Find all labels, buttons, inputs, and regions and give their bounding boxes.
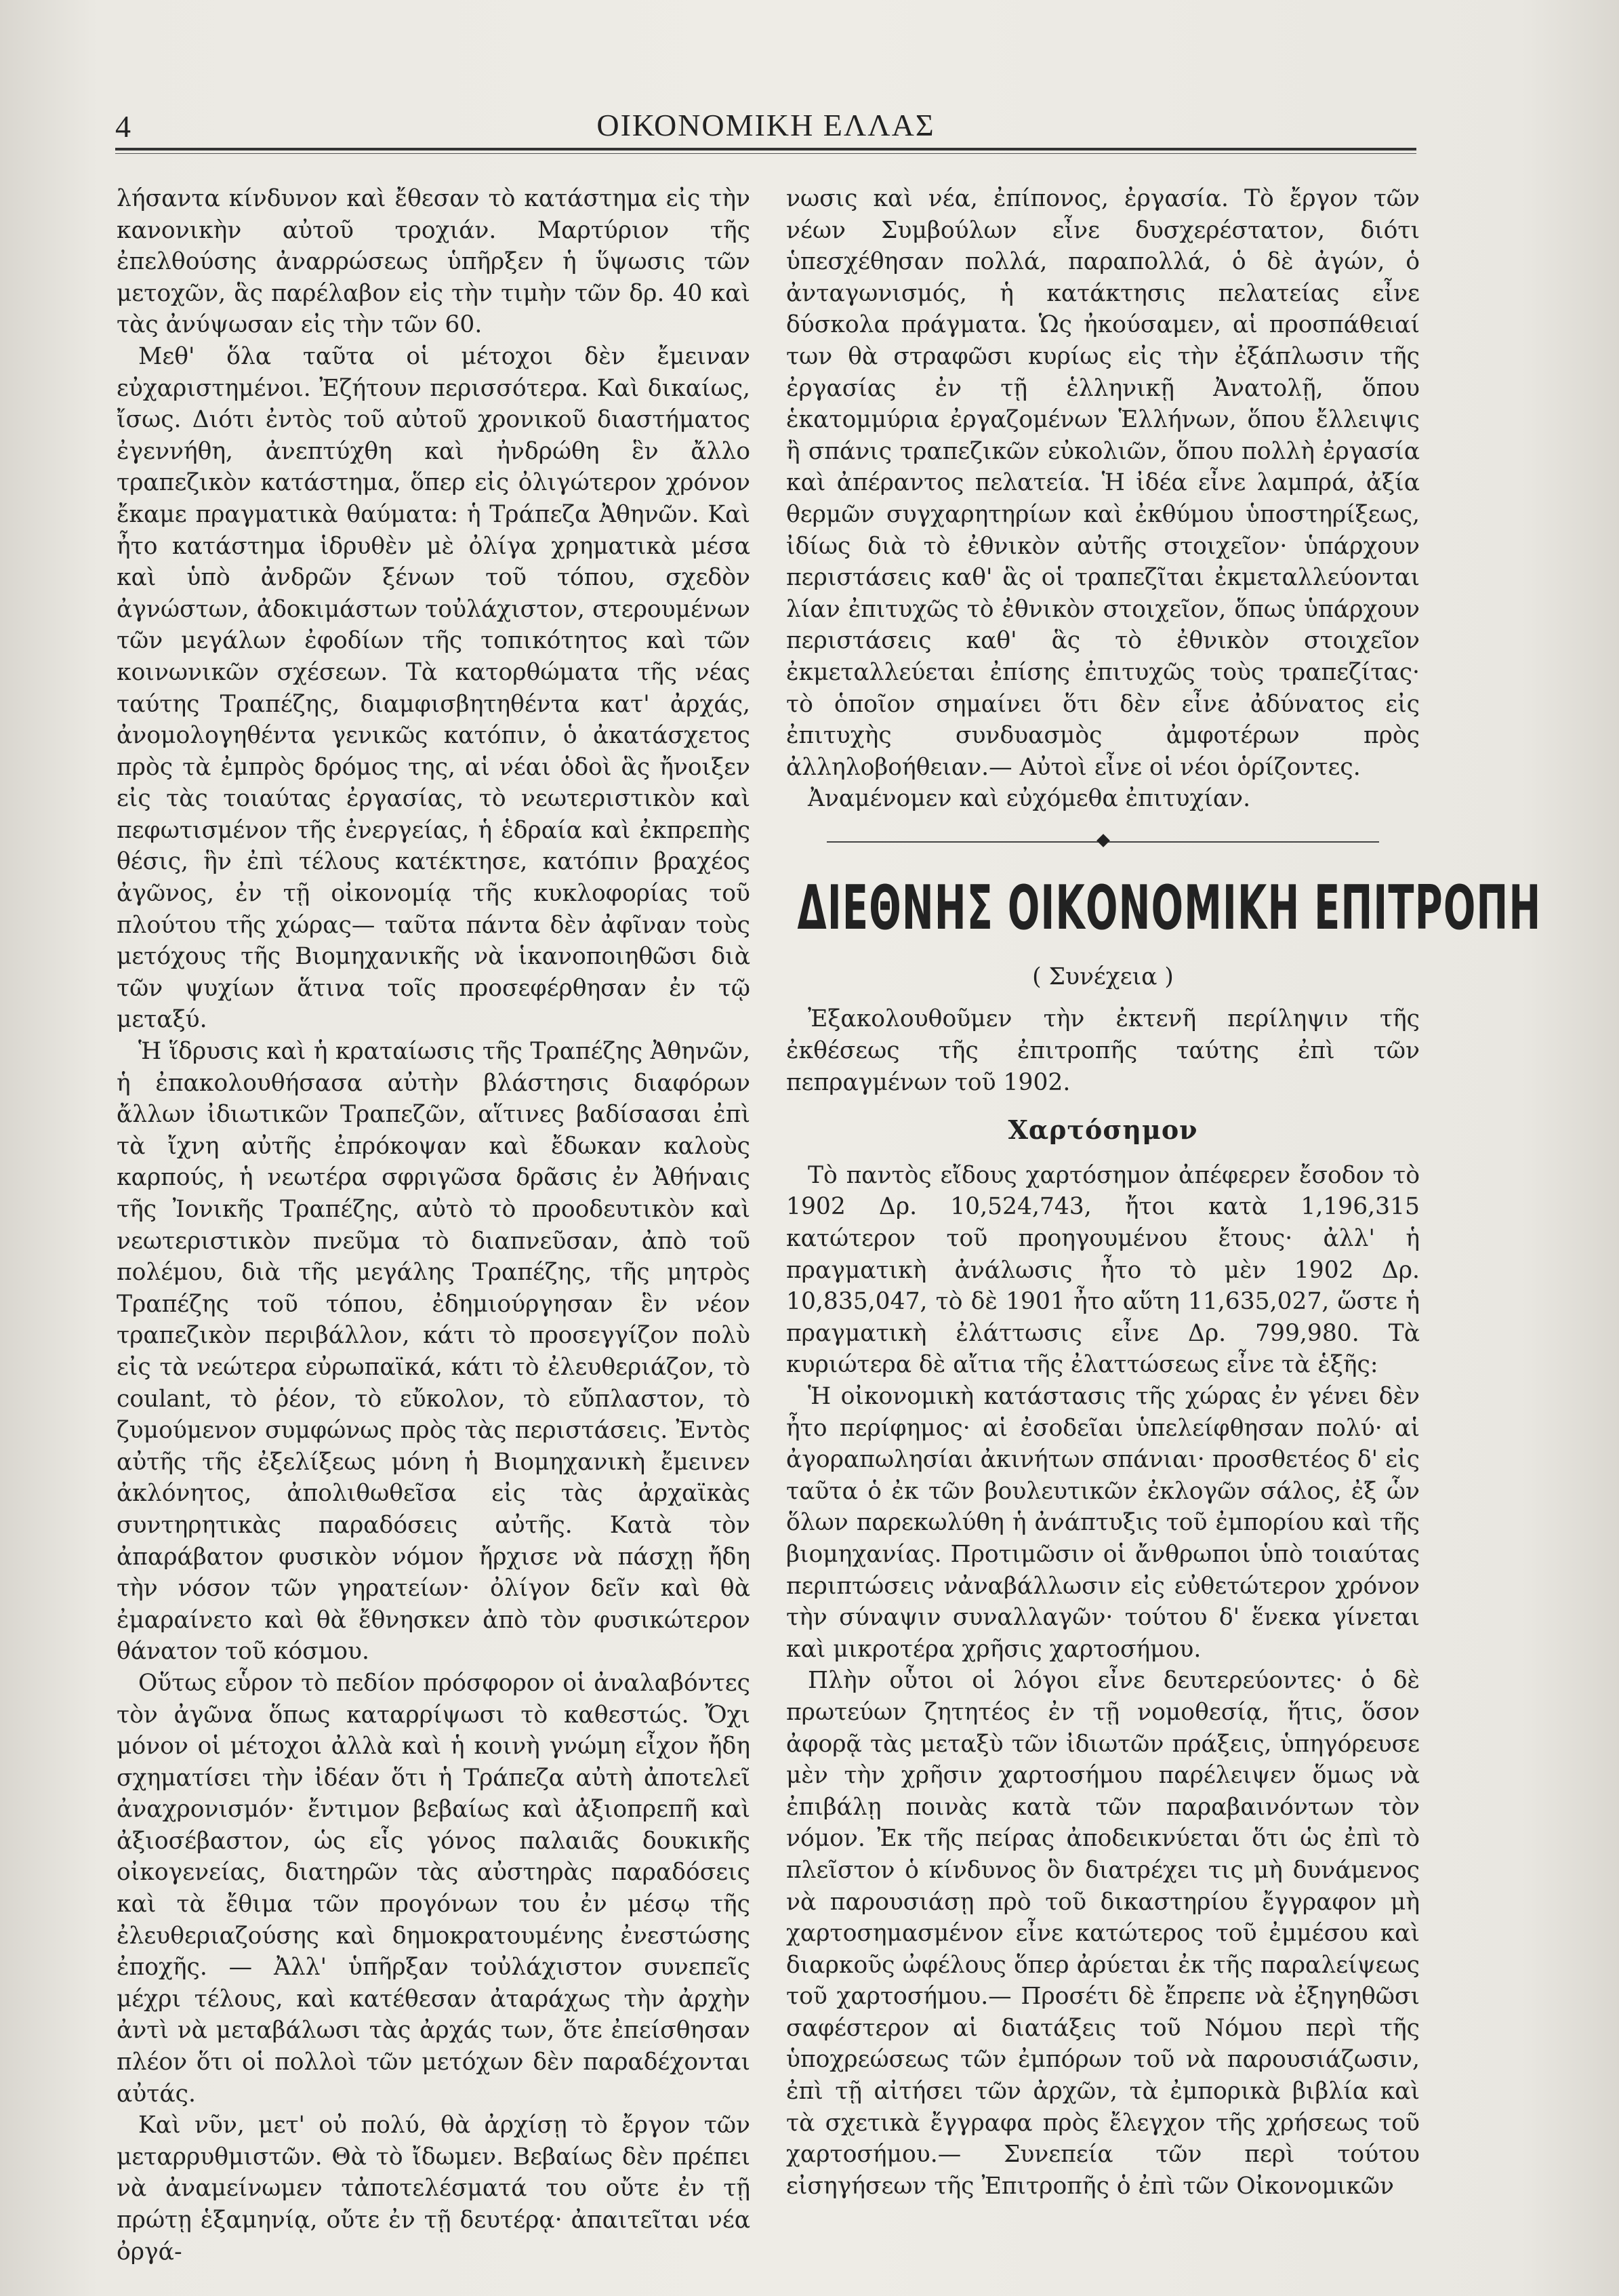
left-column xyxy=(117,183,750,2268)
paragraph: Ἡ ἵδρυσις καὶ ἡ κραταίωσις τῆς Τραπέζης Ἀθηνῶν, ἡ ἐπακολουθήσασα αὐτὴν βλάστησις διαφόρων ἄλλων ἰδιωτικῶν Τραπεζῶν, αἵτινες βαδίσασαι ἐπὶ τὰ ἴχνη αὐτῆς ἐπρόκοψαν καὶ ἔδωκαν καλοὺς καρπούς, ἡ νεωτέρα σφριγῶσα δρᾶσις ἐν Ἀθήναις τῆς Ἰονικῆς Τραπέζης, αὐτὸ τὸ προοδευτικὸν καὶ νεωτεριστικὸν πνεῦμα τὸ διαπνεῦσαν, ἀπὸ τοῦ πολέμου, διὰ τῆς μεγάλης Τραπέζης, τῆς μητρὸς Τραπέζης τοῦ τόπου, ἐδημιούργησαν ἓν νέον τραπεζικὸν περιβάλλον, κάτι τὸ προσεγγίζον πολὺ εἰς τὰ νεώτερα εὐρωπαϊκά, κάτι τὸ ἐλευθεριάζον, τὸ coulant, τὸ ῥέον, τὸ εὔκολον, τὸ εὔπλαστον, τὸ ζυμούμενον συμφώνως πρὸς τὰς περιστάσεις. Ἐντὸς αὐτῆς τῆς ἐξελίξεως μόνη ἡ Βιομηχανικὴ ἔμεινεν ἀκλόνητος, ἀπολιθωθεῖσα εἰς τὰς ἀρχαϊκὰς συντηρητικὰς παραδόσεις αὐτῆς. Κατὰ τὸν ἀπαράβατον φυσικὸν νόμον ἤρχισε νὰ πάσχῃ ἤδη τὴν νόσον τῶν γηρατείων· ὀλίγον δεῖν καὶ θὰ ἐμαραίνετο καὶ θὰ ἔθνησκεν ἀπὸ τὸν φυσικώτερον θάνατον τοῦ κόσμου. xyxy=(117,1038,750,1666)
header-rule xyxy=(115,148,1416,150)
diamond-ornament xyxy=(1097,834,1110,847)
paragraph: Καὶ νῦν, μετ' οὐ πολύ, θὰ ἀρχίσῃ τὸ ἔργον τῶν μεταρρυθμιστῶν. Θὰ τὸ ἴδωμεν. Βεβαίως δὲν πρέπει νὰ ἀναμείνωμεν τἀποτελέσματά του οὔτε ἐν τῇ πρώτῃ ἑξαμηνίᾳ, οὔτε ἐν τῇ δευτέρᾳ· ἀπαιτεῖται νέα ὀργά- xyxy=(117,2112,750,2265)
section-divider xyxy=(786,828,1420,855)
paragraph: Οὕτως εὗρον τὸ πεδίον πρόσφορον οἱ ἀναλαβόντες τὸν ἀγῶνα ὅπως καταρρίψωσι τὸ καθεστώς. Ὄχι μόνον οἱ μέτοχοι ἀλλὰ καὶ ἡ κοινὴ γνώμη εἶχον ἤδη σχηματίσει τὴν ἰδέαν ὅτι ἡ Τράπεζα αὐτὴ ἀποτελεῖ ἀναχρονισμόν· ἔντιμον βεβαίως καὶ ἀξιοπρεπῆ καὶ ἀξιοσέβαστον, ὡς εἷς γόνος παλαιᾶς δουκικῆς οἰκογενείας, διατηρῶν τὰς αὐστηρὰς παραδόσεις καὶ τὰ ἔθιμα τῶν προγόνων του ἐν μέσῳ τῆς ἐλευθεριαζούσης καὶ δημοκρατουμένης ἐνεστώσης ἐποχῆς. — Ἀλλ' ὑπῆρξαν τοὐλάχιστον συνεπεῖς μέχρι τέλους, καὶ κατέθεσαν ἀταράχως τὴν ἀρχὴν ἀντὶ νὰ μεταβάλωσι τὰς ἀρχάς των, ὅτε ἐπείσθησαν πλέον ὅτι οἱ πολλοὶ τῶν μετόχων δὲν παραδέχονται αὐτάς. xyxy=(117,1669,750,2108)
running-title: ΟΙΚΟΝΟΜΙΚΗ ΕΛΛΑΣ xyxy=(596,108,935,142)
paragraph: νωσις καὶ νέα, ἐπίπονος, ἐργασία. Τὸ ἔργον τῶν νέων Συμβούλων εἶνε δυσχερέστατον, διότι ὑπεσχέθησαν πολλά, παραπολλά, ὁ δὲ ἀγών, ὁ ἀνταγωνισμός, ἡ κατάκτησις πελατείας εἶνε δύσκολα πράγματα. Ὡς ἠκούσαμεν, αἱ προσπάθειαί των θὰ στραφῶσι κυρίως εἰς τὴν ἐξάπλωσιν τῆς ἐργασίας ἐν τῇ ἑλληνικῇ Ἀνατολῇ, ὅπου ἑκατομμύρια ἐργαζομένων Ἑλλήνων, ὅπου ἔλλειψις ἢ σπάνις τραπεζικῶν εὐκολιῶν, ὅπου πολλὴ ἐργασία καὶ ἀπέραντος πελατεία. Ἡ ἰδέα εἶνε λαμπρά, ἀξία θερμῶν συγχαρητηρίων καὶ ἐκθύμου ὑποστηρίξεως, ἰδίως διὰ τὸ ἐθνικὸν αὐτῆς στοιχεῖον· ὑπάρχουν περιστάσεις καθ' ἃς οἱ τραπεζῖται ἐκμεταλλεύονται λίαν ἐπιτυχῶς τὸ ἐθνικὸν στοιχεῖον, ὅπως ὑπάρχουν περιστάσεις καθ' ἃς τὸ ἐθνικὸν στοιχεῖον ἐκμεταλλεύεται ἐπίσης ἐπιτυχῶς τοὺς τραπεζίτας· τὸ ὁποῖον σημαίνει ὅτι δὲν εἶνε ἀδύνατος εἰς ἐπιτυχὴς συνδυασμὸς ἀμφοτέρων πρὸς ἀλληλοβοήθειαν.— Αὐτοὶ εἶνε οἱ νέοι ὁρίζοντες. xyxy=(786,185,1420,781)
paragraph: Ἡ οἰκονομικὴ κατάστασις τῆς χώρας ἐν γένει δὲν ἦτο περίφημος· αἱ ἐσοδεῖαι ὑπελείφθησαν πολύ· αἱ ἀγοραπωλησίαι ἀκινήτων σπάνιαι· προσθετέος δ' εἰς ταῦτα ὁ ἐκ τῶν βουλευτικῶν ἐκλογῶν σάλος, ἐξ ὧν ὅλων παρεκωλύθη ἡ ἀνάπτυξις τοῦ ἐμπορίου καὶ τῆς βιομηχανίας. Προτιμῶσιν οἱ ἄνθρωποι ὑπὸ τοιαύτας περιπτώσεις νἀναβάλλωσιν εἰς εὐθετώτερον χρόνον τὴν σύναψιν συναλλαγῶν· τούτου δ' ἕνεκα γίνεται καὶ μικροτέρα χρῆσις χαρτοσήμου. xyxy=(786,1383,1420,1663)
paragraph: Πλὴν οὗτοι οἱ λόγοι εἶνε δευτερεύοντες· ὁ δὲ πρωτεύων ζητητέος ἐν τῇ νομοθεσίᾳ, ἥτις, ὅσον ἀφορᾷ τὰς μεταξὺ τῶν ἰδιωτῶν πράξεις, ὑπηγόρευσε μὲν τὴν χρῆσιν χαρτοσήμου παρέλειψεν ὅμως νὰ ἐπιβάλῃ ποινὰς κατὰ τῶν παραβαινόντων τὸν νόμον. Ἐκ τῆς πείρας ἀποδεικνύεται ὅτι ὡς ἐπὶ τὸ πλεῖστον ὁ κίνδυνος ὃν διατρέχει τις μὴ δυνάμενος νὰ παρουσιάσῃ πρὸ τοῦ δικαστηρίου ἔγγραφον μὴ χαρτοσημασμένον εἶνε κατώτερος τοῦ ἐμμέσου καὶ διαρκοῦς ὠφέλους ὅπερ ἀρύεται ἐκ τῆς παραλείψεως τοῦ χαρτοσήμου.— Προσέτι δὲ ἔπρεπε νὰ ἐξηγηθῶσι σαφέστερον αἱ διατάξεις τοῦ Νόμου περὶ τῆς ὑποχρεώσεως τῶν ἐμπόρων τοῦ νὰ παρουσιάζωσιν, ἐπὶ τῇ αἰτήσει τῶν ἀρχῶν, τὰ ἐμπορικὰ βιβλία καὶ τὰ σχετικὰ ἔγγραφα πρὸς ἔλεγχον τῆς χρήσεως τοῦ χαρτοσήμου.— Συνεπεία τῶν περὶ τούτου εἰσηγήσεων τῆς Ἐπιτροπῆς ὁ ἐπὶ τῶν Οἰκονομικῶν xyxy=(786,1667,1420,2200)
right-column xyxy=(786,183,1542,2202)
header-rule-thin xyxy=(115,153,1416,154)
section-heading: Χαρτόσημον xyxy=(1008,1114,1198,1146)
paragraph: Ἀναμένομεν καὶ εὐχόμεθα ἐπιτυχίαν. xyxy=(808,785,1251,813)
paragraph: Τὸ παντὸς εἴδους χαρτόσημον ἀπέφερεν ἔσοδον τὸ 1902 Δρ. 10,524,743, ἤτοι κατὰ 1,196,315 κατώτερον τοῦ προηγουμένου ἔτους· ἀλλ' ἡ πραγματικὴ ἀνάλωσις ἦτο τὸ μὲν 1902 Δρ. 10,835,047, τὸ δὲ 1901 ἦτο αὕτη 11,635,027, ὥστε ἡ πραγματικὴ ἐλάττωσις εἶνε Δρ. 799,980. Τὰ κυριώτερα δὲ αἴτια τῆς ἐλαττώσεως εἶνε τὰ ἑξῆς: xyxy=(786,1161,1420,1379)
paragraph: λήσαντα κίνδυνον καὶ ἔθεσαν τὸ κατάστημα εἰς τὴν κανονικὴν αὐτοῦ τροχιάν. Μαρτύριον τῆς ἐπελθούσης ἀναρρώσεως ὑπῆρξεν ἡ ὕψωσις τῶν μετοχῶν, ἃς παρέλαβον εἰς τὴν τιμὴν τῶν δρ. 40 καὶ τὰς ἀνύψωσαν εἰς τὴν τῶν 60. xyxy=(117,185,750,339)
article-lead: Ἐξακολουθοῦμεν τὴν ἐκτενῆ περίληψιν τῆς ἐκθέσεως τῆς ἐπιτροπῆς ταύτης ἐπὶ τῶν πεπραγμένων τοῦ 1902. xyxy=(786,1005,1420,1096)
article-subtitle: ( Συνέχεια ) xyxy=(1032,963,1174,990)
page-number: 4 xyxy=(115,109,131,144)
article-title: ΔΙΕΘΝΗΣ ΟΙΚΟΝΟΜΙΚΗ ΕΠΙΤΡΟΠΗ xyxy=(797,872,1542,944)
paragraph: Μεθ' ὅλα ταῦτα οἱ μέτοχοι δὲν ἔμειναν εὐχαριστημένοι. Ἐζήτουν περισσότερα. Καὶ δικαίως, ἴσως. Διότι ἐντὸς τοῦ αὐτοῦ χρονικοῦ διαστήματος ἐγεννήθη, ἀνεπτύχθη καὶ ἠνδρώθη ἓν ἄλλο τραπεζικὸν κατάστημα, ὅπερ εἰς ὀλιγώτερον χρόνον ἔκαμε πραγματικὰ θαύματα: ἡ Τράπεζα Ἀθηνῶν. Καὶ ἦτο κατάστημα ἱδρυθὲν μὲ ὀλίγα χρηματικὰ μέσα καὶ ὑπὸ ἀνδρῶν ξένων τοῦ τόπου, σχεδὸν ἀγνώστων, ἀδοκιμάστων τοὐλάχιστον, στερουμένων τῶν μεγάλων ἐφοδίων τῆς τοπικότητος καὶ τῶν κοινωνικῶν σχέσεων. Τὰ κατορθώματα τῆς νέας ταύτης Τραπέζης, διαμφισβητηθέντα κατ' ἀρχάς, ἀνομολογηθέντα γενικῶς κατόπιν, ὁ ἀκατάσχετος πρὸς τὰ ἐμπρὸς δρόμος της, αἱ νέαι ὁδοὶ ἃς ἤνοιξεν εἰς τὰς τοιαύτας ἐργασίας, τὸ νεωτεριστικὸν καὶ πεφωτισμένον τῆς ἐνεργείας, ἡ ἑδραία καὶ ἐκπρεπὴς θέσις, ἣν ἐπὶ τέλους κατέκτησε, κατόπιν βραχέος ἀγῶνος, ἐν τῇ οἰκονομίᾳ τῆς κυκλοφορίας τοῦ πλούτου τῆς χώρας— ταῦτα πάντα δὲν ἀφῖναν τοὺς μετόχους τῆς Βιομηχανικῆς νὰ ἱκανοποιηθῶσι διὰ τῶν ψυχίων ἅτινα τοῖς προσεφέρθησαν ἐν τῷ μεταξύ. xyxy=(117,342,750,1034)
